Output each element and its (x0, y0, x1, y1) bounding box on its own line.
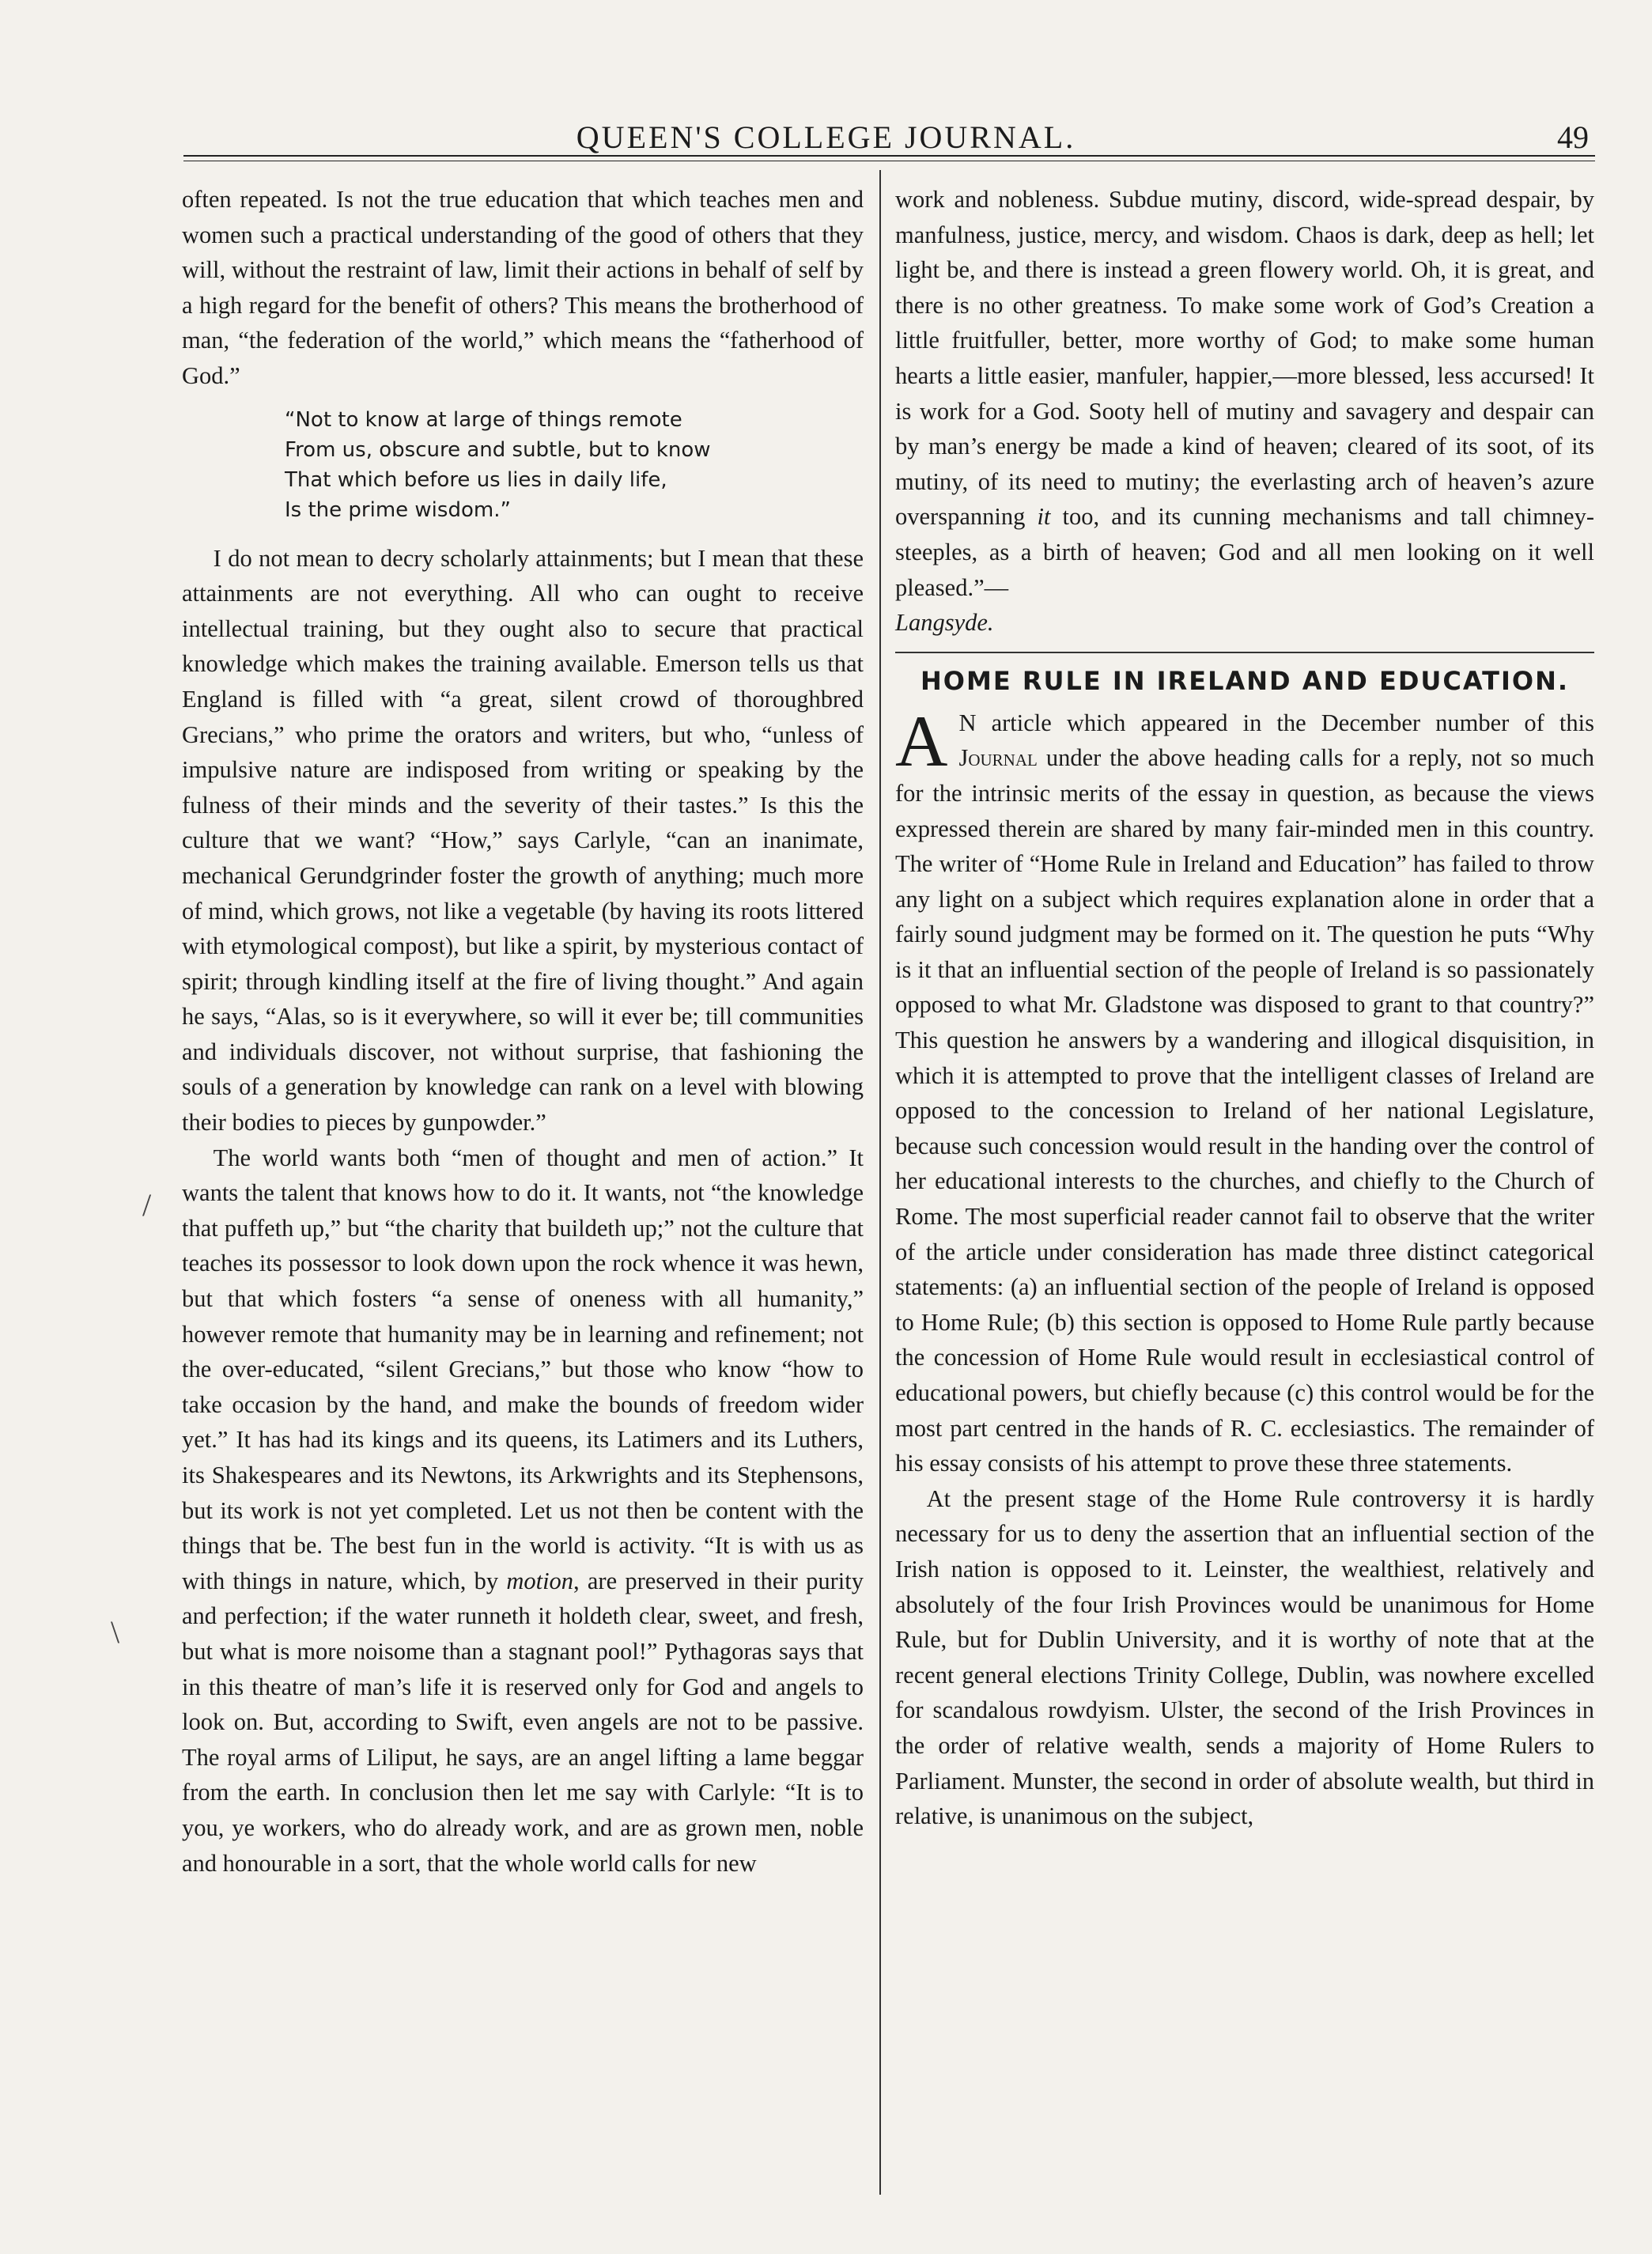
paragraph: often repeated. Is not the true education that which teaches men and women such a practical understanding of the good of others that they will, without the restraint of law, limit their actions in behalf of self by a high regard for the benefit of others? This means the brotherhood of man, “the federation of the world,” which means the “fatherhood of God.” (182, 186, 864, 389)
margin-slash-mark: / (142, 1187, 152, 1223)
poem-line: Is the prime wisdom.” (285, 497, 511, 522)
paragraph-text: The world wants both “men of thought and men of action.” It wants the talent that knows how to do it. It wants, not “the knowledge that puffeth up,” but “the charity that buildeth up;” not the culture that teaches its possessor to look down upon the rock whence it was hewn, but that which fosters “a sense of oneness with all humanity,” however remote that humanity may be in learning and refinement; not the over-educated, “silent Grecians,” but those who know “how to take occasion by the hand, and make the bounds of freedom wider yet.” It has had its kings and its queens, its Latimers and its Luthers, its Shakespeares and its Newtons, its Arkwrights and its Stephensons, but its work is not yet completed. Let us not then be content with the things that be. The best fun in the world is activity. “It is with us as with things in nature, which, by (182, 1144, 864, 1594)
running-header-title: QUEEN'S COLLEGE JOURNAL. (576, 119, 1076, 155)
article-heading: HOME RULE IN IRELAND AND EDUCATION. (920, 665, 1569, 696)
paragraph-text: too, and its cunning mechanisms and tall chimney-steeples, as a birth of heaven; God and all men looking on it well pleased.”— (895, 503, 1594, 601)
quote-credit: Langsyde. (895, 609, 994, 637)
left-column (182, 182, 864, 1881)
drop-cap: A (895, 700, 948, 781)
section-rule (895, 652, 1594, 653)
paragraph (182, 1140, 864, 1881)
margin-tick-mark: \ (111, 1614, 120, 1650)
paragraph-text: N article which appeared in the December number of this (958, 709, 1594, 736)
poem-line: That which before us lies in daily life, (285, 467, 667, 492)
poem-quote (285, 405, 864, 525)
page-number: 49 (1557, 119, 1589, 155)
poem-line: From us, obscure and subtle, but to know (285, 437, 711, 462)
paragraph: At the present stage of the Home Rule controversy it is hardly necessary for us to deny the assertion that an influential section of the Irish nation is opposed to it. Leinster, the wealthiest, relatively and absolutely of the four Irish Provinces would be unanimous for Home Rule, but for Dublin University, and it is worthy of note that at the recent general elections Trinity College, Dublin, was nowhere excelled for scandalous rowdyism. Ulster, the second of the Irish Provinces in the order of relative wealth, sends a majority of Home Rulers to Parliament. Munster, the second in order of absolute wealth, but third in relative, is unanimous on the subject, (895, 1484, 1594, 1830)
poem-line: “Not to know at large of things remote (285, 407, 682, 432)
italic-word: it (1037, 503, 1051, 531)
paragraph (895, 700, 1594, 1481)
paragraph (895, 182, 1594, 641)
paragraph: I do not mean to decry scholarly attainments; but I mean that these attainments are not everything. All who can ought to receive intellectual training, but they ought also to secure that practical knowledge which makes the training available. Emerson tells us that England is filled with “a great, silent crowd of thoroughbred Grecians,” who prime the orators and writers, but who, “unless of impulsive nature are indisposed from writing or speaking by the fulness of their minds and the severity of their tastes.” Is this the culture that we want? “How,” says Carlyle, “can an inanimate, mechanical Gerundgrinder foster the growth of anything; much more of mind, which grows, not like a vegetable (by having its roots littered with etymological compost), but like a spirit, by mysterious contact of spirit; through kindling itself at the fire of living thought.” And again he says, “Alas, so is it everywhere, so will it ever be; till communities and individuals discover, not without surprise, that fashioning the souls of a generation by knowledge can rank on a level with blowing their bodies to pieces by gunpowder.” (182, 544, 864, 1136)
italic-word: motion (506, 1567, 574, 1594)
journal-name: Journal (958, 744, 1038, 772)
paragraph-text: , are preserved in their purity and perfection; if the water runneth it holdeth clear, sweet, and fresh, but what is more noisome than a stagnant pool!” Pythagoras says that in this theatre of man’s life it is reserved only for God and angels to look on. But, according to Swift, even angels are not to be passive. The royal arms of Liliput, he says, are an angel lifting a lame beggar from the earth. In conclusion then let me say with Carlyle: “It is to you, ye workers, who do already work, and are as grown men, noble and honourable in a sort, that the whole world calls for new (182, 1567, 864, 1877)
paragraph-text: work and nobleness. Subdue mutiny, discord, wide-spread despair, by manfulness, justice, mercy, and wisdom. Chaos is dark, deep as hell; let light be, and there is instead a green flowery world. Oh, it is great, and there is no other greatness. To make some work of God’s Creation a little fruitfuller, better, more worthy of God; to make some human hearts a little easier, manfuler, happier,—more blessed, less accursed! It is work for a God. Sooty hell of mutiny and savagery and despair can by man’s energy be made a kind of heaven; cleared of its soot, of its mutiny, of its need to mutiny; the everlasting arch of heaven’s azure overspanning (895, 186, 1594, 531)
right-column (895, 182, 1594, 1834)
paragraph-text: under the above heading calls for a reply, not so much for the intrinsic merits of the essay in question, as because the views expressed therein are shared by many fair-minded men in this country. The writer of “Home Rule in Ireland and Education” has failed to throw any light on a subject which requires explanation alone in order that a fairly sound judgment may be formed on it. The question he puts “Why is it that an influential section of the people of Ireland is so passionately opposed to what Mr. Gladstone was disposed to grant to that country?” This question he answers by a wandering and illogical disquisition, in which it is attempted to prove that the intelligent classes of Ireland are opposed to the concession to Ireland of her national Legislature, because such concession would result in the handing over the control of her educational interests to the churches, and chiefly to the Church of Rome. The most superficial reader cannot fail to observe that the writer of the article under consideration has made three distinct categorical statements: (a) an influential section of the people of Ireland is opposed to Home Rule; (b) this section is opposed to Home Rule partly because the concession of Home Rule would result in ecclesiastical control of educational powers, but chiefly because (c) this control would be for the most part centred in the hands of R. C. ecclesiastics. The remainder of his essay consists of his attempt to prove these three statements. (895, 744, 1594, 1477)
column-divider (879, 170, 881, 2195)
header-rule (183, 155, 1595, 157)
